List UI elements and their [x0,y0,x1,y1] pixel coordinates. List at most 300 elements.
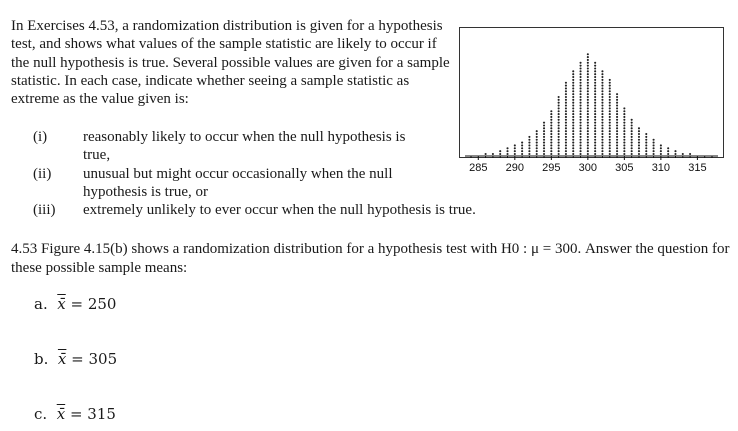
data-dot [521,153,523,155]
data-dot [587,96,589,98]
data-dot [609,79,611,81]
data-dot [609,110,611,112]
data-dot [601,90,603,92]
data-dot [631,136,633,138]
data-dot [536,144,538,146]
data-dot [550,122,552,124]
data-dot [528,139,530,141]
data-dot [572,99,574,101]
data-dot [565,102,567,104]
data-dot [623,116,625,118]
data-dot [609,93,611,95]
data-dot [565,122,567,124]
data-dot [536,147,538,149]
data-dot [587,107,589,109]
data-dot [609,133,611,135]
data-dot [514,150,516,152]
data-dot [580,65,582,67]
data-dot [565,105,567,107]
data-dot [623,147,625,149]
data-dot [667,147,669,149]
data-dot [609,122,611,124]
data-dot [616,139,618,141]
data-dot [558,124,560,126]
data-dot [674,150,676,152]
data-dot [638,133,640,135]
data-dot [565,119,567,121]
data-dot [587,142,589,144]
data-dot [550,147,552,149]
data-dot [594,76,596,78]
data-dot [558,150,560,152]
data-dot [572,142,574,144]
data-dot [601,96,603,98]
data-dot [601,107,603,109]
data-dot [594,82,596,84]
data-dot [572,124,574,126]
data-dot [550,113,552,115]
data-dot [653,144,655,146]
xbar-symbol: x̄ [57,350,67,368]
data-dot [616,144,618,146]
data-dot [558,110,560,112]
data-dot [616,102,618,104]
data-dot [616,96,618,98]
data-dot [572,79,574,81]
option-ii [11,165,531,202]
data-dot [580,153,582,155]
data-dot [558,139,560,141]
data-dot [594,130,596,132]
data-dot [653,150,655,152]
data-dot [543,142,545,144]
data-dot [550,130,552,132]
data-dot [506,153,508,155]
data-dot [528,147,530,149]
option-iii [11,201,531,219]
data-dot [616,99,618,101]
data-dot [580,142,582,144]
data-dot [638,153,640,155]
data-dot [536,150,538,152]
data-dot [550,110,552,112]
data-dot [565,124,567,126]
data-dot [565,139,567,141]
option-number: (iii) [33,202,56,219]
data-dot [594,65,596,67]
data-dot [565,147,567,149]
answer-letter: b. [34,350,49,368]
data-dot [667,153,669,155]
answer-b [34,350,117,368]
data-dot [536,142,538,144]
answer-letter: a. [34,295,48,313]
data-dot [580,122,582,124]
data-dot [609,96,611,98]
data-dot [572,130,574,132]
data-dot [638,136,640,138]
data-dot [587,87,589,89]
data-dot [601,110,603,112]
data-dot [631,150,633,152]
data-dot [594,147,596,149]
answer-a [34,295,116,313]
answer-value: = 305 [66,350,118,368]
data-dot [536,153,538,155]
data-dot [580,99,582,101]
data-dot [601,73,603,75]
data-dot [565,150,567,152]
data-dot [587,116,589,118]
data-dot [492,153,494,155]
answer-c [34,405,116,423]
data-dot [565,142,567,144]
data-dot [638,130,640,132]
data-dot [587,53,589,55]
data-dot [609,116,611,118]
data-dot [543,122,545,124]
data-dot [609,124,611,126]
options-list [11,128,531,219]
data-dot [580,119,582,121]
dotplot-dots [485,53,692,155]
data-dot [638,142,640,144]
data-dot [601,93,603,95]
data-dot [587,85,589,87]
data-dot [594,73,596,75]
data-dot [580,127,582,129]
data-dot [580,124,582,126]
dotplot-chart [459,27,724,187]
data-dot [601,87,603,89]
data-dot [587,147,589,149]
data-dot [580,130,582,132]
data-dot [653,147,655,149]
data-dot [528,136,530,138]
data-dot [601,99,603,101]
data-dot [572,139,574,141]
data-dot [587,76,589,78]
data-dot [565,99,567,101]
data-dot [506,150,508,152]
data-dot [616,110,618,112]
data-dot [623,130,625,132]
data-dot [601,85,603,87]
data-dot [601,136,603,138]
data-dot [631,153,633,155]
data-dot [623,153,625,155]
x-tick-label: 315 [688,162,707,174]
data-dot [601,124,603,126]
data-dot [528,150,530,152]
data-dot [580,79,582,81]
data-dot [580,96,582,98]
data-dot [499,153,501,155]
data-dot [594,79,596,81]
data-dot [580,90,582,92]
data-dot [587,79,589,81]
data-dot [543,139,545,141]
data-dot [587,144,589,146]
data-dot [653,142,655,144]
data-dot [580,139,582,141]
data-dot [601,116,603,118]
data-dot [521,142,523,144]
data-dot [660,147,662,149]
data-dot [572,76,574,78]
data-dot [616,136,618,138]
data-dot [558,119,560,121]
data-dot [653,153,655,155]
data-dot [609,113,611,115]
data-dot [660,144,662,146]
data-dot [587,73,589,75]
data-dot [609,147,611,149]
data-dot [645,136,647,138]
data-dot [565,144,567,146]
data-dot [609,85,611,87]
data-dot [609,99,611,101]
data-dot [587,56,589,58]
data-dot [587,124,589,126]
data-dot [558,99,560,101]
data-dot [528,153,530,155]
data-dot [580,93,582,95]
data-dot [558,153,560,155]
x-tick-label: 300 [578,162,598,174]
answer-value: = 315 [65,405,116,423]
data-dot [631,119,633,121]
data-dot [485,153,487,155]
data-dot [609,90,611,92]
data-dot [572,150,574,152]
data-dot [580,76,582,78]
data-dot [601,133,603,135]
data-dot [587,90,589,92]
data-dot [601,150,603,152]
data-dot [580,147,582,149]
data-dot [609,119,611,121]
data-dot [565,116,567,118]
data-dot [623,107,625,109]
data-dot [587,102,589,104]
data-dot [572,127,574,129]
option-text: unusual but might occur occasionally when the null hypothesis is true, or [83,165,393,200]
data-dot [572,133,574,135]
x-tick-label: 290 [505,162,524,174]
data-dot [638,147,640,149]
data-dot [601,144,603,146]
data-dot [587,82,589,84]
data-dot [580,150,582,152]
data-dot [580,85,582,87]
option-number: (ii) [33,165,52,182]
data-dot [609,142,611,144]
data-dot [594,102,596,104]
data-dot [587,150,589,152]
data-dot [565,113,567,115]
data-dot [550,133,552,135]
data-dot [572,87,574,89]
data-dot [558,116,560,118]
data-dot [594,113,596,115]
data-dot [536,136,538,138]
answer-value: = 250 [65,295,117,313]
data-dot [594,96,596,98]
data-dot [594,150,596,152]
x-tick-label: 285 [469,162,488,174]
data-dot [660,153,662,155]
data-dot [580,113,582,115]
option-text: extremely unlikely to ever occur when the null hypothesis is true. [83,202,476,219]
data-dot [616,150,618,152]
data-dot [558,96,560,98]
data-dot [572,147,574,149]
data-dot [594,107,596,109]
data-dot [572,93,574,95]
data-dot [558,113,560,115]
data-dot [667,150,669,152]
data-dot [572,90,574,92]
data-dot [609,102,611,104]
data-dot [594,119,596,121]
data-dot [587,59,589,61]
data-dot [609,150,611,152]
data-dot [506,147,508,149]
data-dot [616,116,618,118]
data-dot [631,122,633,124]
data-dot [601,76,603,78]
data-dot [565,93,567,95]
data-dot [623,150,625,152]
data-dot [594,142,596,144]
data-dot [616,119,618,121]
data-dot [587,122,589,124]
data-dot [550,136,552,138]
data-dot [609,153,611,155]
data-dot [645,147,647,149]
data-dot [616,153,618,155]
answer-letter: c. [34,405,48,423]
data-dot [601,153,603,155]
data-dot [616,142,618,144]
data-dot [601,113,603,115]
data-dot [580,110,582,112]
data-dot [594,139,596,141]
data-dot [623,136,625,138]
data-dot [565,153,567,155]
data-dot [594,136,596,138]
data-dot [587,127,589,129]
data-dot [601,122,603,124]
data-dot [572,119,574,121]
data-dot [594,144,596,146]
data-dot [594,93,596,95]
data-dot [572,113,574,115]
data-dot [558,122,560,124]
data-dot [616,147,618,149]
data-dot [594,122,596,124]
data-dot [580,73,582,75]
data-dot [572,110,574,112]
data-dot [616,122,618,124]
data-dot [543,133,545,135]
data-dot [572,153,574,155]
data-dot [587,130,589,132]
data-dot [601,82,603,84]
data-dot [609,144,611,146]
data-dot [543,136,545,138]
data-dot [580,87,582,89]
data-dot [587,62,589,64]
data-dot [623,119,625,121]
data-dot [631,139,633,141]
data-dot [543,130,545,132]
data-dot [645,153,647,155]
data-dot [587,67,589,69]
data-dot [572,122,574,124]
data-dot [580,107,582,109]
data-dot [558,127,560,129]
data-dot [638,139,640,141]
data-dot [558,130,560,132]
data-dot [550,116,552,118]
data-dot [616,124,618,126]
data-dot [587,133,589,135]
data-dot [521,144,523,146]
data-dot [543,144,545,146]
data-dot [609,87,611,89]
xbar-symbol: x̄ [56,405,66,423]
data-dot [565,133,567,135]
data-dot [601,142,603,144]
data-dot [565,85,567,87]
data-dot [572,144,574,146]
data-dot [594,127,596,129]
data-dot [558,102,560,104]
data-dot [645,144,647,146]
data-dot [645,139,647,141]
data-dot [543,153,545,155]
data-dot [565,127,567,129]
data-dot [587,110,589,112]
data-dot [601,119,603,121]
data-dot [594,99,596,101]
data-dot [580,144,582,146]
data-dot [623,110,625,112]
data-dot [609,127,611,129]
data-dot [601,105,603,107]
data-dot [558,107,560,109]
data-dot [601,127,603,129]
data-dot [558,105,560,107]
data-dot [594,90,596,92]
data-dot [528,142,530,144]
data-dot [623,133,625,135]
data-dot [601,130,603,132]
data-dot [631,130,633,132]
data-dot [616,127,618,129]
problem-statement: 4.53 Figure 4.15(b) shows a randomization distribution for a hypothesis test with H0 : μ = 300. Answer the question for these possible sample means: [11,241,730,276]
data-dot [594,153,596,155]
data-dot [580,105,582,107]
data-dot [682,153,684,155]
data-dot [594,85,596,87]
data-dot [631,142,633,144]
data-dot [601,102,603,104]
data-dot [623,122,625,124]
data-dot [587,70,589,72]
